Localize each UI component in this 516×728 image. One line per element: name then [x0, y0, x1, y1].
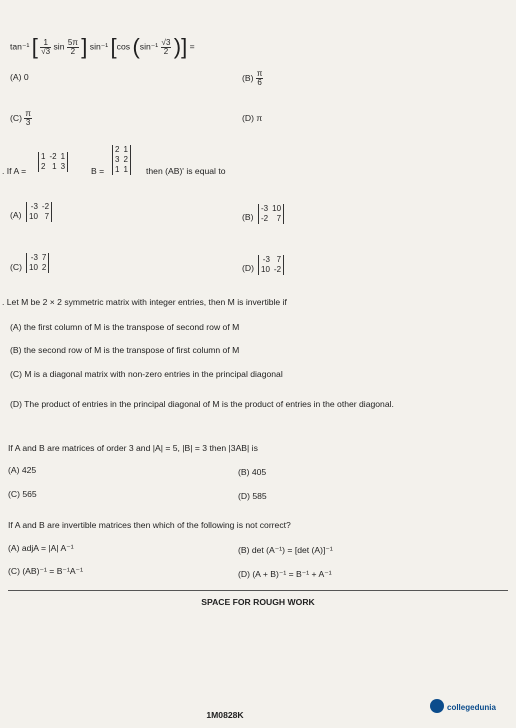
q5-option-c: (C) (AB)⁻¹ = B⁻¹A⁻¹ [8, 566, 83, 576]
q4-option-b: (B) 405 [238, 467, 267, 477]
brand-logo [430, 694, 510, 718]
q2-option-d: (D) [242, 263, 254, 273]
q2-option-a: (A) [10, 210, 22, 220]
q4-option-c: (C) 565 [8, 489, 37, 499]
q5-option-d: (D) (A + B)⁻¹ = B⁻¹ + A⁻¹ [238, 569, 332, 579]
q1-option-d: (D) π [242, 113, 263, 123]
q3-option-a: (A) the first column of M is the transpose of second row of M [10, 322, 240, 332]
q5-stem: If A and B are invertible matrices then which of the following is not correct? [8, 520, 291, 530]
q2-mid: B = [91, 166, 105, 176]
q2-suffix: then (AB)' is equal to [146, 166, 226, 176]
q4-stem: If A and B are matrices of order 3 and |A| = 5, |B| = 3 then |3AB| is [8, 443, 258, 453]
question-1-expression: tan⁻¹ [ $\frac{1}{√3}$ sin $\frac{5\pi}{2}$ ] sin⁻¹ [cos (sin⁻¹ $\frac{√3}{2}$ )] = [10, 34, 195, 59]
fraction: $\frac{1}{√3}$ [41, 37, 51, 56]
fraction: $\frac{5\pi}{2}$ [67, 37, 78, 56]
paper-code: 1M0828K [206, 710, 244, 720]
q2-matrix-d: -3 7 10 -2 [258, 255, 284, 275]
q4-option-a: (A) 425 [8, 465, 37, 475]
q3-stem: . Let M be 2 × 2 symmetric matrix with integer entries, then M is invertible if [2, 297, 287, 307]
q1-option-a: (A) 0 [10, 72, 29, 82]
q5-option-a: (A) adjA = |A| A⁻¹ [8, 543, 74, 553]
q2-option-b: (B) [242, 212, 254, 222]
q2-prefix: . If A = [2, 166, 27, 176]
q1-option-c: (C) $\frac{\pi}{3}$ [10, 109, 31, 127]
q2-matrix-c: -3 7 10 2 [26, 253, 49, 273]
matrix-a: 1 -2 1 2 1 3 [38, 152, 68, 172]
brand-icon [430, 699, 444, 713]
rough-work-label: SPACE FOR ROUGH WORK [201, 597, 315, 607]
q5-option-b: (B) det (A⁻¹) = [det (A)]⁻¹ [238, 545, 333, 555]
q1-option-b: (B) $\frac{\pi}{6}$ [242, 69, 263, 87]
fraction: $\frac{√3}{2}$ [161, 37, 171, 56]
q3-option-b: (B) the second row of M is the transpose of first column of M [10, 345, 240, 355]
brand-name: collegedunia [447, 703, 496, 712]
divider [8, 590, 508, 591]
q4-option-d: (D) 585 [238, 491, 267, 501]
q3-option-c: (C) M is a diagonal matrix with non-zero entries in the principal diagonal [10, 369, 283, 379]
q2-matrix-a: -3 -2 10 7 [26, 202, 52, 222]
q2-option-c: (C) [10, 262, 22, 272]
q2-matrix-b: -3 10 -2 7 [258, 204, 284, 224]
q3-option-d: (D) The product of entries in the principal diagonal of M is the product of entries in the other diagonal. [10, 399, 394, 409]
matrix-b: 2 1 3 2 1 1 [112, 145, 131, 175]
